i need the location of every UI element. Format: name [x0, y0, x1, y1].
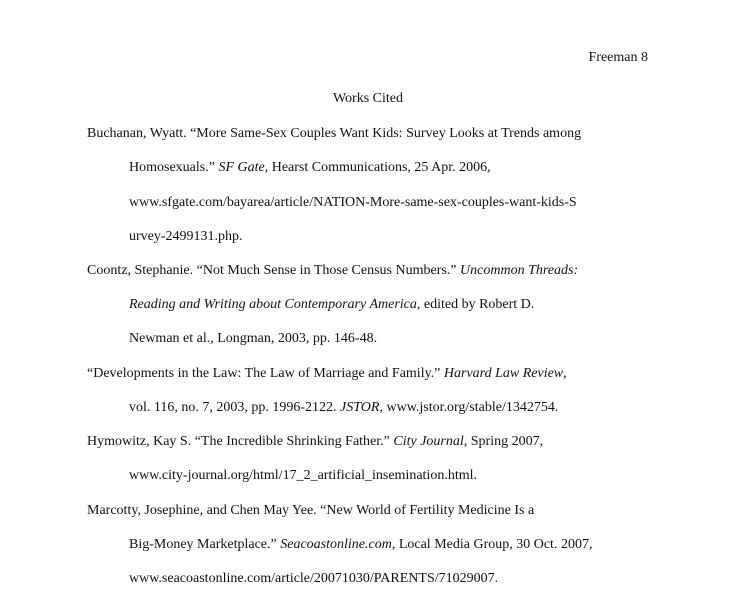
citation-text: Buchanan, Wyatt. “More Same-Sex Couples Want Kids: Survey Looks at Trends among	[87, 126, 582, 141]
container-title: Uncommon Threads:	[460, 263, 579, 278]
citation-line	[87, 432, 543, 452]
citation-text: ,	[563, 366, 567, 381]
container-title: Seacoastonline.com	[280, 537, 392, 552]
citation-line	[129, 569, 498, 589]
citation-url: www.sfgate.com/bayarea/article/NATION-More-same-sex-couples-want-kids-S	[129, 195, 577, 210]
container-title: City Journal	[393, 434, 464, 449]
citation-text: , Local Media Group, 30 Oct. 2007,	[391, 537, 593, 552]
citation-line	[129, 466, 477, 486]
citation-line	[129, 329, 377, 349]
citation-line	[87, 364, 567, 384]
container-title: Harvard Law Review	[443, 366, 564, 381]
container-title: Reading and Writing about Contemporary America	[129, 297, 417, 312]
citation-text: Newman et al., Longman, 2003, pp. 146-48.	[129, 331, 378, 346]
citation-text: , Hearst Communications, 25 Apr. 2006,	[264, 160, 491, 175]
citation-url: urvey-2499131.php.	[129, 229, 243, 244]
citation-text: Coontz, Stephanie. “Not Much Sense in Those Census Numbers.”	[87, 263, 461, 278]
citation-line	[129, 398, 558, 418]
citation-text: , www.jstor.org/stable/1342754.	[379, 400, 559, 415]
citation-text: Homosexuals.”	[129, 160, 219, 175]
citation-text: , edited by Robert D.	[416, 297, 535, 312]
citation-line	[87, 261, 578, 281]
page-title: Works Cited	[332, 91, 404, 106]
citation-text: Marcotty, Josephine, and Chen May Yee. “New World of Fertility Medicine Is a	[87, 503, 535, 518]
citation-text: , Spring 2007,	[463, 434, 544, 449]
container-title: JSTOR	[340, 400, 380, 415]
citation-line	[129, 295, 534, 315]
citation-text: “Developments in the Law: The Law of Marriage and Family.”	[87, 366, 444, 381]
citation-line	[129, 535, 592, 555]
citation-line	[129, 158, 491, 178]
citation-line	[87, 501, 534, 521]
citation-url: www.city-journal.org/html/17_2_artificial_insemination.html.	[129, 468, 477, 483]
citation-url: www.seacoastonline.com/article/20071030/PARENTS/71029007.	[129, 571, 499, 586]
citation-text: vol. 116, no. 7, 2003, pp. 1996-2122.	[129, 400, 341, 415]
citation-line	[129, 193, 577, 213]
citation-line	[87, 124, 581, 144]
running-head: Freeman 8	[588, 50, 648, 65]
container-title: SF Gate	[218, 160, 265, 175]
citation-text: Hymowitz, Kay S. “The Incredible Shrinking Father.”	[87, 434, 394, 449]
citation-line	[129, 227, 243, 247]
citation-text: Big-Money Marketplace.”	[129, 537, 281, 552]
